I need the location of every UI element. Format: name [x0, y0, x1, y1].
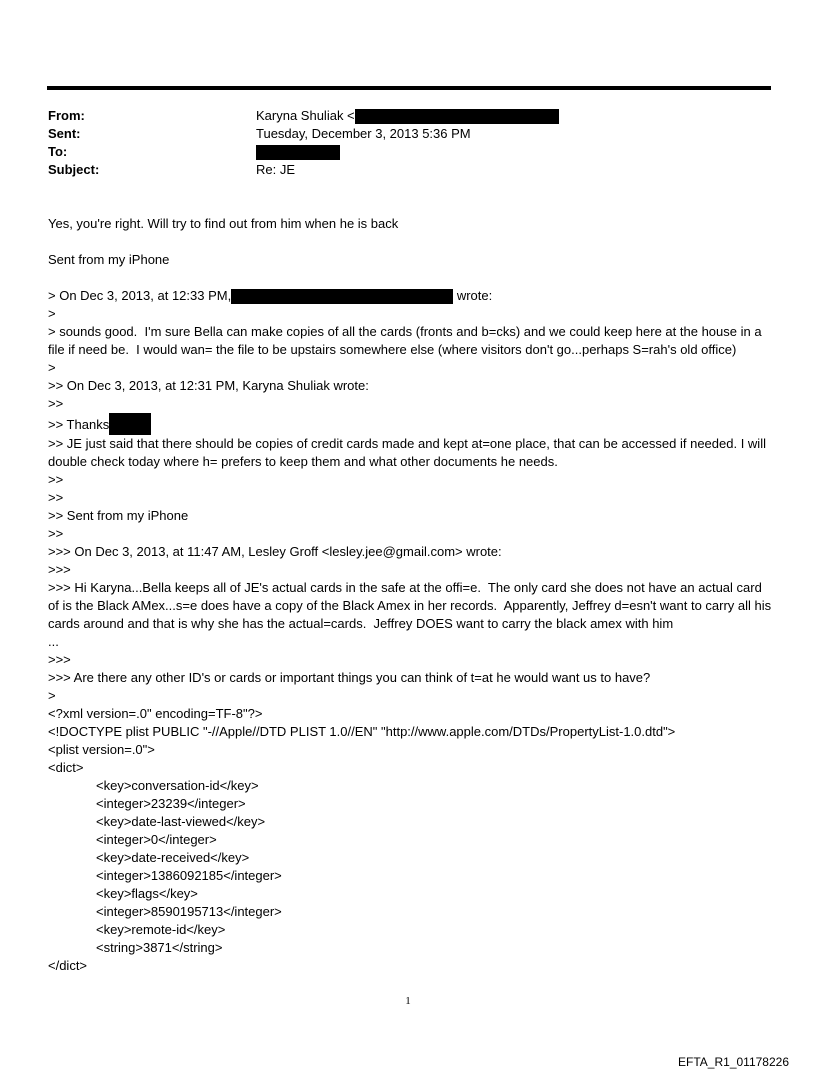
to-label: To:	[48, 144, 68, 159]
body-line: >	[48, 688, 56, 703]
xml-line: <integer>8590195713</integer>	[96, 904, 282, 919]
body-line: >	[48, 306, 56, 321]
redaction-block	[355, 109, 559, 124]
xml-line: <key>date-last-viewed</key>	[96, 814, 266, 829]
from-value	[256, 107, 559, 125]
xml-line: <dict>	[48, 760, 84, 775]
xml-line: <key>remote-id</key>	[96, 922, 226, 937]
body-line: >>	[48, 396, 64, 411]
header-rule	[47, 86, 771, 90]
from-name: Karyna Shuliak <	[256, 108, 355, 123]
body-line: >>>	[48, 562, 71, 577]
body-line: Yes, you're right. Will try to find out from him when he is back	[48, 216, 399, 231]
body-line: >> On Dec 3, 2013, at 12:31 PM, Karyna Shuliak wrote:	[48, 378, 369, 393]
subject-value: Re: JE	[256, 162, 296, 177]
xml-line: <string>3871</string>	[96, 940, 223, 955]
spacer	[48, 269, 772, 287]
xml-line: <key>date-received</key>	[96, 850, 250, 865]
body-line: >> JE just said that there should be copies of credit cards made and kept at=one place, that can be accessed if needed. I will double check today where h= prefers to keep them and what other documents he needs.	[48, 436, 770, 469]
email-body	[48, 215, 775, 975]
quote-header-text: > On Dec 3, 2013, at 12:33 PM,	[48, 288, 232, 303]
body-line: >	[48, 360, 56, 375]
xml-line: <key>flags</key>	[96, 886, 198, 901]
bates-number: EFTA_R1_01178226	[678, 1055, 789, 1069]
body-line: >>> Are there any other ID's or cards or important things you can think of t=at he would want us to have?	[48, 670, 651, 685]
from-label: From:	[48, 108, 85, 123]
body-line: ...	[48, 634, 59, 649]
xml-line: <integer>1386092185</integer>	[96, 868, 282, 883]
page-number: 1	[405, 995, 411, 1007]
body-line: > sounds good. I'm sure Bella can make copies of all the cards (fronts and b=cks) and we could keep here at the house in a file if need be. I would wan= the file to be upstairs somewhere else (where visitors don't go...perhaps S=rah's old office)	[48, 324, 766, 357]
body-line: Sent from my iPhone	[48, 252, 170, 267]
spacer	[48, 233, 772, 251]
sent-label: Sent:	[48, 126, 81, 141]
redaction-block	[256, 145, 340, 160]
body-line: >>	[48, 472, 64, 487]
quote-header-line	[48, 287, 772, 305]
to-value	[256, 143, 340, 161]
xml-line: <integer>23239</integer>	[96, 796, 246, 811]
subject-label: Subject:	[48, 162, 100, 177]
body-line: >>	[48, 490, 64, 505]
xml-line: <?xml version=.0" encoding=TF-8"?>	[48, 706, 263, 721]
xml-line: <!DOCTYPE plist PUBLIC "-//Apple//DTD PLIST 1.0//EN" "http://www.apple.com/DTDs/PropertyList-1.0.dtd">	[48, 724, 676, 739]
body-line: >>	[48, 526, 64, 541]
xml-line: <plist version=.0">	[48, 742, 155, 757]
quote-header-wrote: wrote:	[453, 288, 493, 303]
redaction-block	[109, 413, 151, 435]
xml-line: </dict>	[48, 958, 88, 973]
body-line: >>>	[48, 652, 71, 667]
body-line: >> Sent from my iPhone	[48, 508, 189, 523]
thanks-text: >> Thanks	[48, 417, 110, 432]
body-line: >>> Hi Karyna...Bella keeps all of JE's actual cards in the safe at the offi=e. The only card she does not have an actual card of is the Black AMex...s=e does have a copy of the Black Amex in her records. Apparently, Jeffrey d=esn't want to carry all his cards around and that is why she has the actual=cards. Jeffrey DOES want to carry the black amex with him	[48, 580, 775, 631]
xml-line: <key>conversation-id</key>	[96, 778, 259, 793]
redaction-block	[231, 289, 453, 304]
xml-line: <integer>0</integer>	[96, 832, 217, 847]
sent-value: Tuesday, December 3, 2013 5:36 PM	[256, 126, 471, 141]
body-line: >>> On Dec 3, 2013, at 11:47 AM, Lesley Groff <lesley.jee@gmail.com> wrote:	[48, 544, 502, 559]
thanks-line	[48, 413, 772, 435]
